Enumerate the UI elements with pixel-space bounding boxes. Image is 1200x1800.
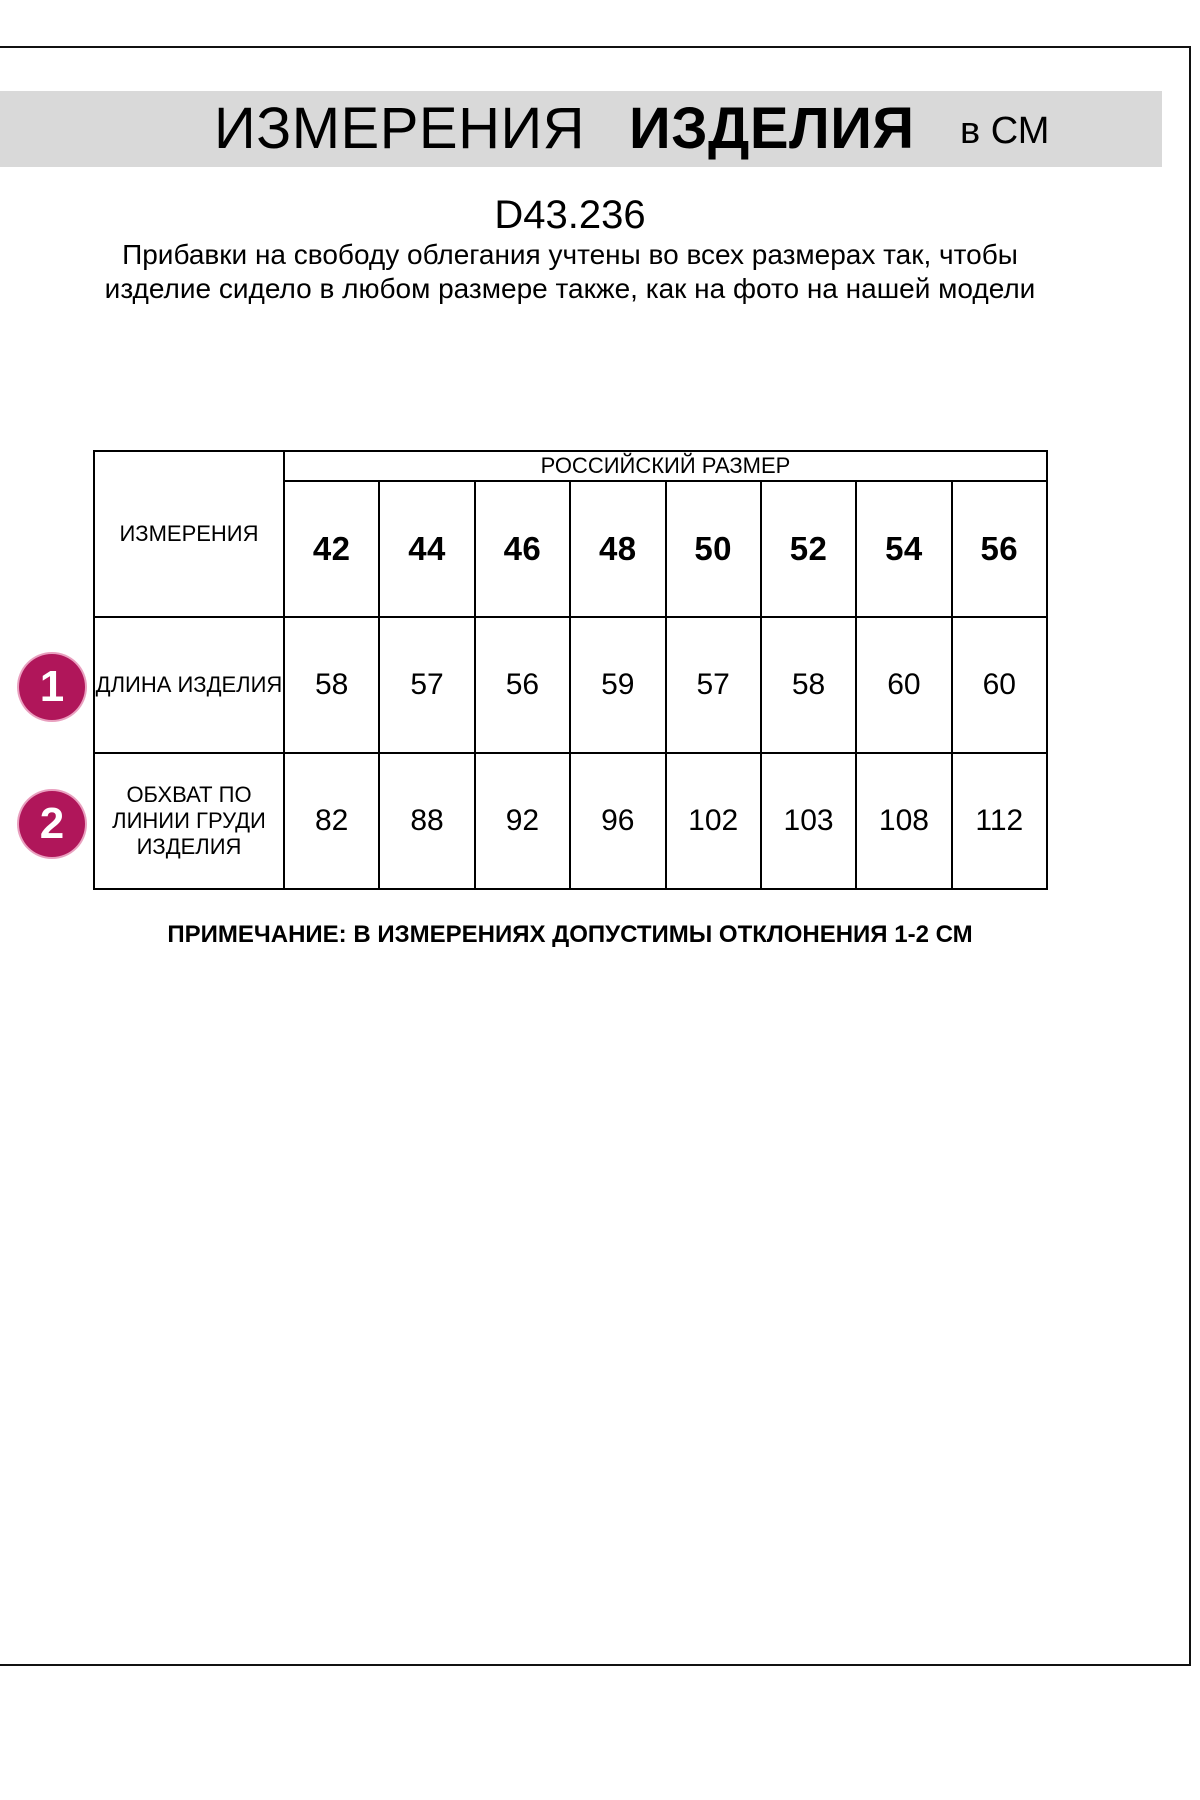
row-label-length: ДЛИНА ИЗДЕЛИЯ — [94, 617, 284, 753]
table-header-row — [94, 451, 1047, 481]
measurement-note: ПРИМЕЧАНИЕ: В ИЗМЕРЕНИЯХ ДОПУСТИМЫ ОТКЛОНЕНИЯ 1-2 СМ — [167, 921, 973, 948]
measure-header: ИЗМЕРЕНИЯ — [94, 451, 284, 617]
row-label-chest: ОБХВАТ ПО ЛИНИИ ГРУДИ ИЗДЕЛИЯ — [94, 753, 284, 889]
table-cell: 60 — [856, 617, 951, 753]
title-light: ИЗМЕРЕНИЯ — [214, 96, 586, 161]
size-header: 50 — [666, 481, 761, 617]
marker-badge-1: 1 — [19, 654, 85, 720]
size-header: 54 — [856, 481, 951, 617]
table-cell: 102 — [666, 753, 761, 889]
table-cell: 58 — [284, 617, 379, 753]
table-cell: 58 — [761, 617, 856, 753]
size-header: 42 — [284, 481, 379, 617]
table-row — [94, 753, 1047, 889]
title-bold: ИЗДЕЛИЯ — [629, 96, 915, 161]
table-cell: 96 — [570, 753, 665, 889]
marker-badge-2: 2 — [19, 791, 85, 857]
table-cell: 82 — [284, 753, 379, 889]
size-header: 56 — [952, 481, 1047, 617]
size-group-header: РОССИЙСКИЙ РАЗМЕР — [284, 451, 1047, 481]
table-row — [94, 617, 1047, 753]
table-cell: 92 — [475, 753, 570, 889]
table-cell: 112 — [952, 753, 1047, 889]
size-header: 46 — [475, 481, 570, 617]
table-cell: 60 — [952, 617, 1047, 753]
article-number: D43.236 — [494, 193, 646, 237]
table-cell: 103 — [761, 753, 856, 889]
size-table — [93, 450, 1048, 890]
size-header: 52 — [761, 481, 856, 617]
table-cell: 57 — [666, 617, 761, 753]
table-cell: 88 — [379, 753, 474, 889]
title-unit: в СМ — [960, 110, 1050, 152]
table-cell: 59 — [570, 617, 665, 753]
size-header: 48 — [570, 481, 665, 617]
table-cell: 56 — [475, 617, 570, 753]
size-header: 44 — [379, 481, 474, 617]
table-cell: 108 — [856, 753, 951, 889]
fit-description: Прибавки на свободу облегания учтены во всех размерах так, чтобы изделие сидело в любом размере также, как на фото на нашей модели — [104, 239, 1036, 304]
table-cell: 57 — [379, 617, 474, 753]
